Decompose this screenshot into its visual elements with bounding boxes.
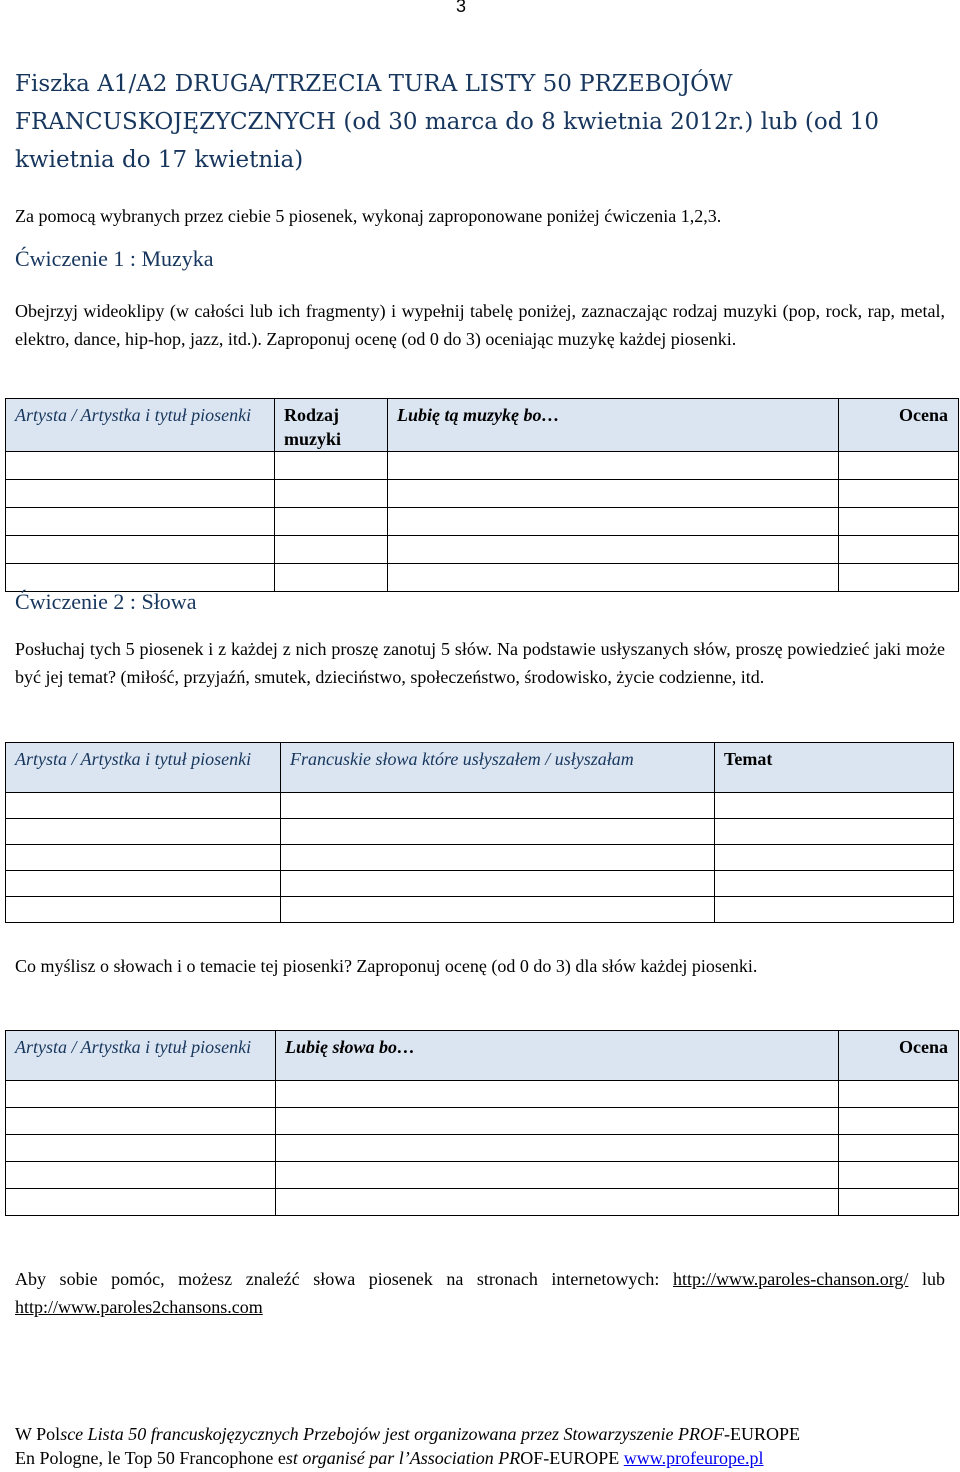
footer-text: sce Lista 50 francuskojęzycznych Przebojów jest organizowana przez Stowarzyszenie	[60, 1424, 678, 1444]
link-profeurope[interactable]: www.profeurope.pl	[623, 1448, 764, 1468]
table-cell[interactable]	[388, 536, 839, 564]
table-cell[interactable]	[6, 480, 275, 508]
col-rating-header: Ocena	[839, 399, 959, 452]
table-cell[interactable]	[388, 452, 839, 480]
table-cell[interactable]	[6, 452, 275, 480]
table-cell[interactable]	[839, 480, 959, 508]
table-cell[interactable]	[6, 564, 275, 592]
table-cell[interactable]	[715, 897, 954, 923]
exercise-1-heading: Ćwiczenie 1 : Muzyka	[15, 246, 214, 271]
exercise-1-text: Obejrzyj wideoklipy (w całości lub ich fragmenty) i wypełnij tabelę poniżej, zaznaczając rodzaj muzyki (pop, rock, rap, metal, elektro, dance, hip-hop, jazz, itd.). Zaproponuj ocenę (od 0 do 3) oceniając muzykę każdej piosenki.	[15, 301, 945, 349]
table-cell[interactable]	[839, 452, 959, 480]
link-paroles2chansons[interactable]: http://www.paroles2chansons.com	[15, 1297, 263, 1317]
table-cell[interactable]	[839, 508, 959, 536]
col-artist-header: Artysta / Artystka i tytuł piosenki	[6, 1031, 276, 1081]
table-row	[6, 845, 954, 871]
table-cell[interactable]	[281, 845, 715, 871]
footer-text: -EUROPE	[723, 1424, 800, 1444]
words-table	[5, 742, 954, 923]
table-row	[6, 536, 959, 564]
col-like-header: Lubię słowa bo…	[276, 1031, 839, 1081]
table-cell[interactable]	[6, 1135, 276, 1162]
table-cell[interactable]	[6, 871, 281, 897]
exercise-3-text: Co myślisz o słowach i o temacie tej piosenki? Zaproponuj ocenę (od 0 do 3) dla słów każdej piosenki.	[15, 956, 758, 976]
table-cell[interactable]	[275, 480, 388, 508]
table-cell[interactable]	[281, 819, 715, 845]
help-text	[15, 1265, 945, 1321]
music-table	[5, 398, 959, 592]
table-cell[interactable]	[281, 897, 715, 923]
table-row	[6, 564, 959, 592]
table-cell[interactable]	[715, 871, 954, 897]
table-cell[interactable]	[6, 1108, 276, 1135]
table-cell[interactable]	[281, 871, 715, 897]
table-cell[interactable]	[839, 1108, 959, 1135]
table-cell[interactable]	[276, 1135, 839, 1162]
footer-text: PR	[498, 1448, 521, 1468]
table-cell[interactable]	[281, 793, 715, 819]
footer-text: st organisé par l’Association	[285, 1448, 499, 1468]
table-cell[interactable]	[6, 508, 275, 536]
table-cell[interactable]	[275, 564, 388, 592]
footer-text: En Pologne, le Top 50 Francophone e	[15, 1448, 286, 1468]
table-cell[interactable]	[276, 1108, 839, 1135]
lyrics-table	[5, 1030, 959, 1216]
table-row	[6, 1108, 959, 1135]
table-row	[6, 1081, 959, 1108]
table-cell[interactable]	[6, 536, 275, 564]
col-artist-header: Artysta / Artystka i tytuł piosenki	[6, 399, 275, 452]
table-cell[interactable]	[276, 1081, 839, 1108]
footer-text: OF-EUROPE	[520, 1448, 624, 1468]
table-row	[6, 1135, 959, 1162]
table-cell[interactable]	[6, 845, 281, 871]
table-row	[6, 1189, 959, 1216]
table-row	[6, 793, 954, 819]
table-cell[interactable]	[715, 819, 954, 845]
table-cell[interactable]	[388, 508, 839, 536]
footer-text: W Pol	[15, 1424, 61, 1444]
link-paroles-chanson[interactable]: http://www.paroles-chanson.org/	[672, 1269, 909, 1289]
col-rating-header: Ocena	[839, 1031, 959, 1081]
footer-line-fr	[15, 1446, 955, 1470]
table-cell[interactable]	[275, 536, 388, 564]
table-cell[interactable]	[6, 897, 281, 923]
help-text-between: lub	[908, 1269, 945, 1289]
table-cell[interactable]	[839, 564, 959, 592]
table-row	[6, 897, 954, 923]
table-cell[interactable]	[275, 452, 388, 480]
page-number: 3	[456, 0, 467, 16]
table-cell[interactable]	[715, 845, 954, 871]
table-cell[interactable]	[839, 536, 959, 564]
table-row	[6, 819, 954, 845]
table-row	[6, 871, 954, 897]
table-cell[interactable]	[6, 1162, 276, 1189]
table-cell[interactable]	[839, 1081, 959, 1108]
table-cell[interactable]	[6, 793, 281, 819]
table-row	[6, 1162, 959, 1189]
table-cell[interactable]	[6, 1189, 276, 1216]
table-cell[interactable]	[275, 508, 388, 536]
table-row	[6, 480, 959, 508]
table-cell[interactable]	[276, 1189, 839, 1216]
table-cell[interactable]	[6, 1081, 276, 1108]
col-words-header: Francuskie słowa które usłyszałem / usłyszałam	[281, 743, 715, 793]
table-cell[interactable]	[839, 1135, 959, 1162]
table-cell[interactable]	[388, 480, 839, 508]
col-artist-header: Artysta / Artystka i tytuł piosenki	[6, 743, 281, 793]
col-genre-header: Rodzaj muzyki	[275, 399, 388, 452]
table-row	[6, 508, 959, 536]
col-like-header: Lubię tą muzykę bo…	[388, 399, 839, 452]
table-cell[interactable]	[839, 1162, 959, 1189]
footer	[15, 1422, 955, 1470]
table-cell[interactable]	[715, 793, 954, 819]
table-cell[interactable]	[6, 819, 281, 845]
page-title: Fiszka A1/A2 DRUGA/TRZECIA TURA LISTY 50 PRZEBOJÓW FRANCUSKOJĘZYCZNYCH (od 30 marca do 8 kwietnia 2012r.) lub (od 10 kwietnia do 17 kwietnia)	[15, 71, 880, 173]
table-cell[interactable]	[839, 1189, 959, 1216]
col-theme-header: Temat	[715, 743, 954, 793]
intro-text: Za pomocą wybranych przez ciebie 5 piosenek, wykonaj zaproponowane poniżej ćwiczenia 1,2,3.	[15, 206, 722, 226]
footer-text: PROF	[677, 1424, 724, 1444]
exercise-2-text: Posłuchaj tych 5 piosenek i z każdej z nich proszę zanotuj 5 słów. Na podstawie usłyszanych słów, proszę powiedzieć jaki może być jej temat? (miłość, przyjaźń, smutek, dzieciństwo, społeczeństwo, środowisko, życie codzienne, itd.	[15, 639, 945, 687]
table-cell[interactable]	[276, 1162, 839, 1189]
help-text-before: Aby sobie pomóc, możesz znaleźć słowa piosenek na stronach internetowych:	[15, 1269, 673, 1289]
exercise-2-heading: Ćwiczenie 2 : Słowa	[15, 589, 197, 614]
footer-line-pl	[15, 1422, 955, 1446]
table-cell[interactable]	[388, 564, 839, 592]
table-row	[6, 452, 959, 480]
